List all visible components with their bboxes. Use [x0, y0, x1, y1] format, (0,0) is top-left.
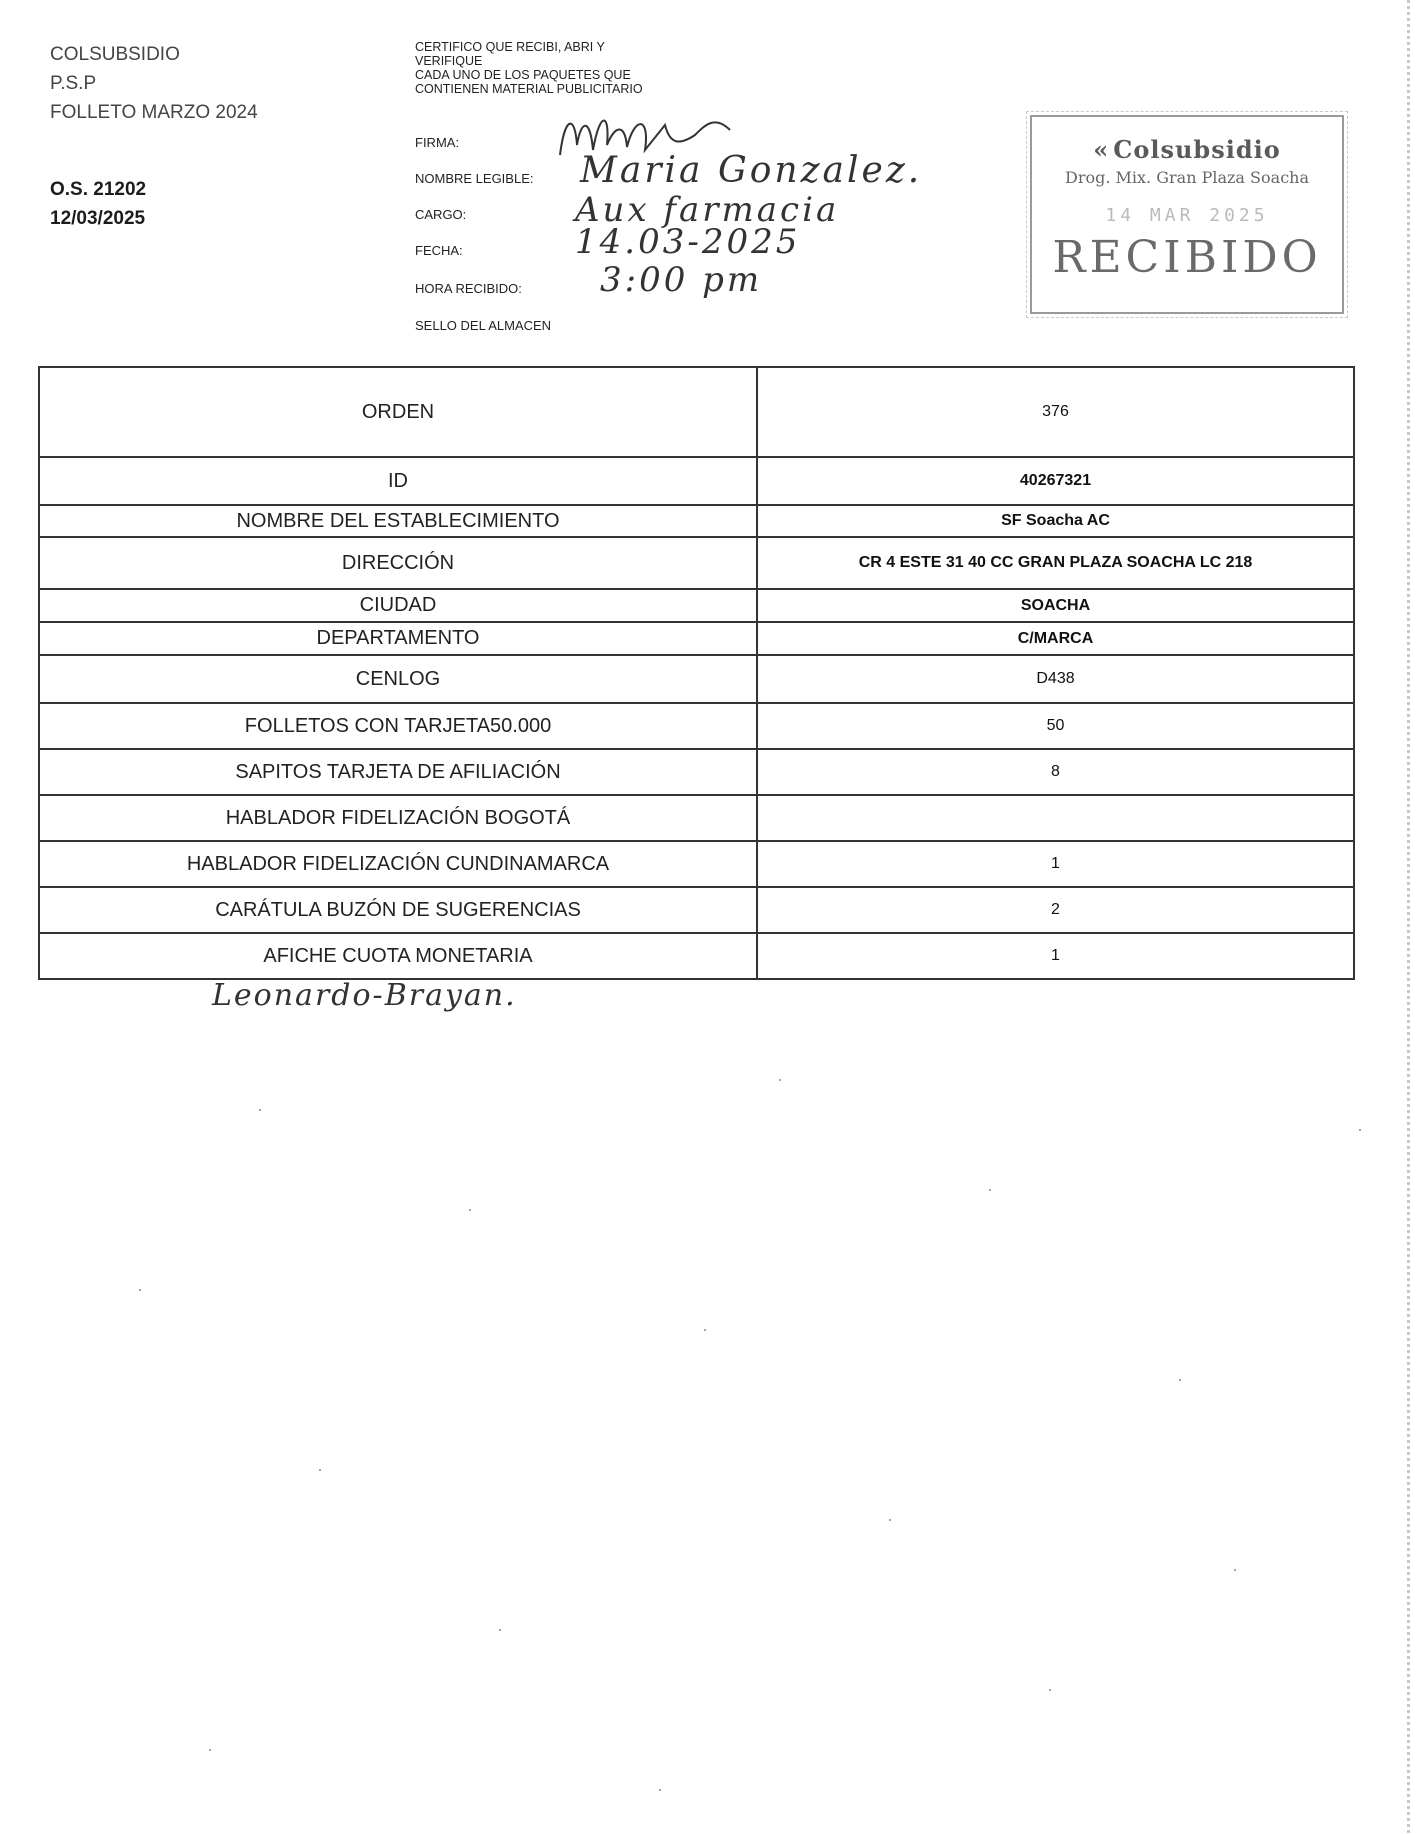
cert-line: CONTIENEN MATERIAL PUBLICITARIO [415, 82, 643, 96]
row-value: 1 [757, 841, 1354, 887]
row-label: CARÁTULA BUZÓN DE SUGERENCIAS [39, 887, 757, 933]
org-name: COLSUBSIDIO [50, 44, 180, 65]
program-code: P.S.P [50, 73, 97, 94]
stamp-date: 14 MAR 2025 [1105, 205, 1269, 226]
handwritten-name: Maria Gonzalez. [580, 150, 923, 191]
cert-line: CERTIFICO QUE RECIBI, ABRI Y [415, 40, 605, 54]
row-value: D438 [757, 655, 1354, 703]
nombre-label: NOMBRE LEGIBLE: [415, 171, 534, 186]
row-label: SAPITOS TARJETA DE AFILIACIÓN [39, 749, 757, 795]
stamp-brand: « Colsubsidio [1093, 135, 1281, 164]
stamp-store: Drog. Mix. Gran Plaza Soacha [1065, 168, 1309, 187]
row-value: 8 [757, 749, 1354, 795]
order-service-date: 12/03/2025 [50, 208, 146, 229]
cert-line: CADA UNO DE LOS PAQUETES QUE [415, 68, 631, 82]
row-label: CIUDAD [39, 589, 757, 622]
stamp-logo-icon: « [1093, 135, 1110, 164]
row-label: DEPARTAMENTO [39, 622, 757, 655]
cert-line: VERIFIQUE [415, 54, 483, 68]
row-value: SOACHA [757, 589, 1354, 622]
row-label: AFICHE CUOTA MONETARIA [39, 933, 757, 979]
folleto-title: FOLLETO MARZO 2024 [50, 102, 258, 123]
scan-edge [1407, 0, 1410, 1834]
row-value: 376 [757, 367, 1354, 457]
firma-label: FIRMA: [415, 135, 460, 150]
handwritten-signer: Leonardo-Brayan. [212, 978, 517, 1013]
row-value: 40267321 [757, 457, 1354, 505]
row-label: DIRECCIÓN [39, 537, 757, 589]
row-label: HABLADOR FIDELIZACIÓN CUNDINAMARCA [39, 841, 757, 887]
row-value: SF Soacha AC [757, 505, 1354, 537]
row-value: 2 [757, 887, 1354, 933]
row-label: FOLLETOS CON TARJETA50.000 [39, 703, 757, 749]
handwritten-cargo: Aux farmacia [575, 190, 840, 230]
fecha-label: FECHA: [415, 243, 463, 258]
row-value: 50 [757, 703, 1354, 749]
row-label: NOMBRE DEL ESTABLECIMIENTO [39, 505, 757, 537]
row-label: ORDEN [39, 367, 757, 457]
stamp-status: RECIBIDO [1052, 232, 1322, 283]
row-value: 1 [757, 933, 1354, 979]
row-label: CENLOG [39, 655, 757, 703]
cargo-label: CARGO: [415, 207, 467, 222]
row-label: ID [39, 457, 757, 505]
sello-label: SELLO DEL ALMACEN [415, 318, 552, 333]
handwritten-fecha: 14.03-2025 [575, 222, 801, 262]
hora-label: HORA RECIBIDO: [415, 281, 522, 296]
row-label: HABLADOR FIDELIZACIÓN BOGOTÁ [39, 795, 757, 841]
row-value: CR 4 ESTE 31 40 CC GRAN PLAZA SOACHA LC 218 [757, 537, 1354, 589]
row-value: C/MARCA [757, 622, 1354, 655]
order-service-number: O.S. 21202 [50, 179, 147, 200]
handwritten-hora: 3:00 pm [600, 260, 763, 300]
